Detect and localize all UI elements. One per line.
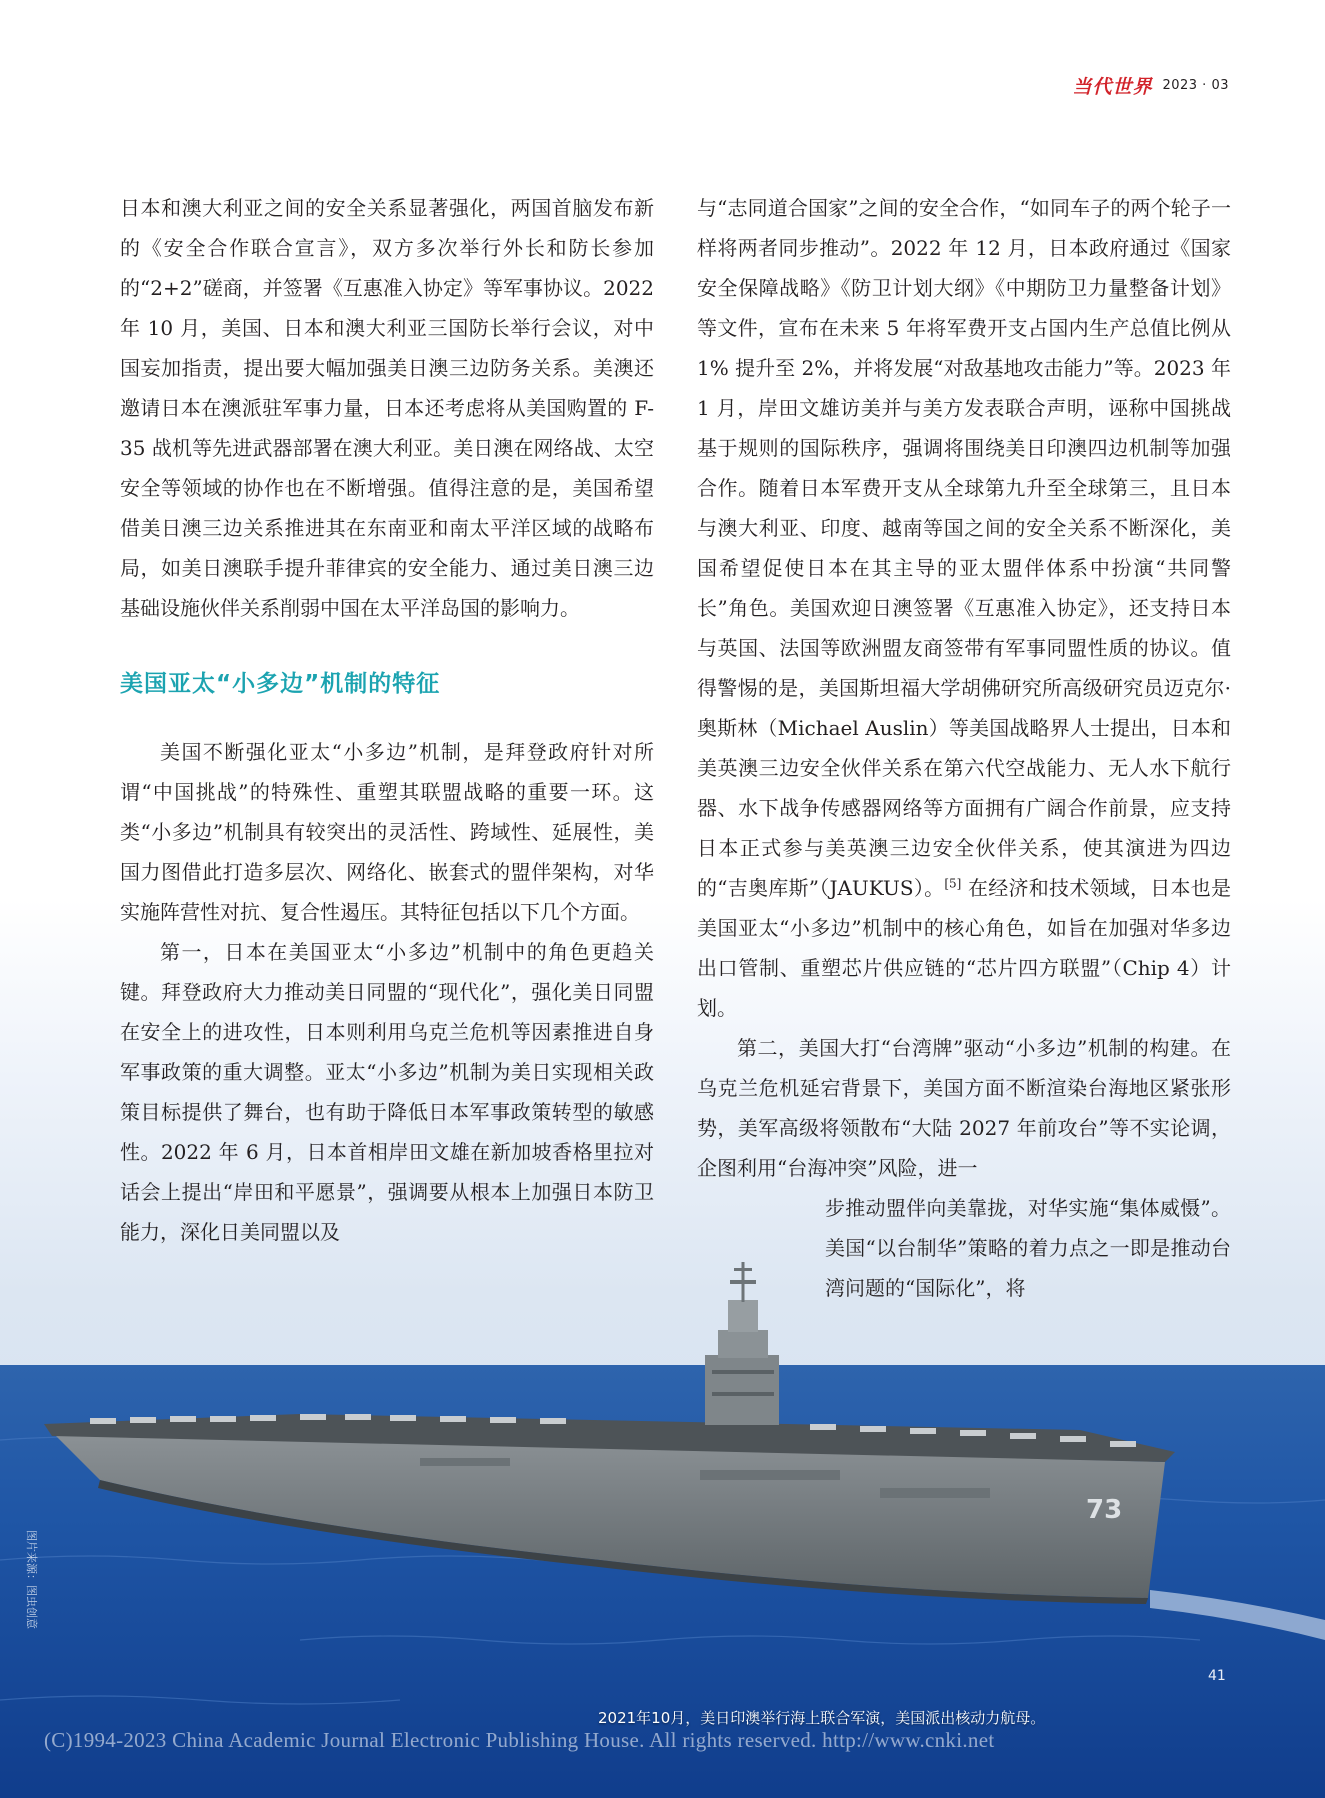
svg-text:73: 73 <box>1086 1495 1123 1525</box>
issue-number: 2023 · 03 <box>1162 78 1229 93</box>
right-column <box>697 188 1231 1308</box>
left-column <box>120 188 654 1252</box>
paragraph-japan-alliance-continued: 在经济和技术领域，日本也是美国亚太“小多边”机制中的核心角色，如旨在加强对华多边出口管制、重塑芯片供应链的“芯片四方联盟”（Chip 4）计划。 <box>697 876 1231 1020</box>
paragraph-taiwan-card-continued: 步推动盟伴向美靠拢，对华实施“集体威慑”。美国“以台制华”策略的着力点之一即是推动台湾问题的“国际化”，将 <box>825 1196 1231 1300</box>
paragraph-japan-role: 第一，日本在美国亚太“小多边”机制中的角色更趋关键。拜登政府大力推动美日同盟的“现代化”，强化美日同盟在安全上的进攻性，日本则利用乌克兰危机等因素推进自身军事政策的重大调整。亚太“小多边”机制为美日实现相关政策目标提供了舞台，也有助于降低日本军事政策转型的敏感性。2022 年 6 月，日本首相岸田文雄在新加坡香格里拉对话会上提出“岸田和平愿景”，强调要从根本上加强日本防卫能力，深化日美同盟以及 <box>120 940 654 1244</box>
paragraph-characteristics-intro: 美国不断强化亚太“小多边”机制，是拜登政府针对所谓“中国挑战”的特殊性、重塑其联盟战略的重要一环。这类“小多边”机制具有较突出的灵活性、跨域性、延展性，美国力图借此打造多层次、网络化、嵌套式的盟伴架构，对华实施阵营性对抗、复合性遏压。其特征包括以下几个方面。 <box>120 740 654 924</box>
section-heading: 美国亚太“小多边”机制的特征 <box>120 671 441 697</box>
copyright-notice: (C)1994-2023 China Academic Journal Electronic Publishing House. All rights reserved. http://www.cnki.net <box>44 1728 995 1752</box>
photo-credit: 图片来源：图虫创意 <box>25 1530 38 1629</box>
masthead <box>1072 72 1229 99</box>
page-number: 41 <box>1208 1668 1226 1684</box>
text-wrap-block <box>825 1188 1231 1308</box>
intro-paragraph: 日本和澳大利亚之间的安全关系显著强化，两国首脑发布新的《安全合作联合宣言》，双方多次举行外长和防长参加的“2+2”磋商，并签署《互惠准入协定》等军事协议。2022 年 10 月，美国、日本和澳大利亚三国防长举行会议，对中国妄加指责，提出要大幅加强美日澳三边防务关系。美澳还邀请日本在澳派驻军事力量，日本还考虑将从美国购置的 F-35 战机等先进武器部署在澳大利亚。美日澳在网络战、太空安全等领域的协作也在不断增强。值得注意的是，美国希望借美日澳三边关系推进其在东南亚和南太平洋区域的战略布局，如美日澳联手提升菲律宾的安全能力、通过美日澳三边基础设施伙伴关系削弱中国在太平洋岛国的影响力。 <box>120 196 654 620</box>
footnote-reference: [5] <box>944 876 962 891</box>
magazine-logo: 当代世界 <box>1072 76 1153 98</box>
paragraph-taiwan-card: 第二，美国大打“台湾牌”驱动“小多边”机制的构建。在乌克兰危机延宕背景下，美国方面不断渲染台海地区紧张形势，美军高级将领散布“大陆 2027 年前攻台”等不实论调，企图利用“台海冲突”风险，进一 <box>697 1036 1231 1180</box>
paragraph-japan-alliance-text: 与“志同道合国家”之间的安全合作，“如同车子的两个轮子一样将两者同步推动”。2022 年 12 月，日本政府通过《国家安全保障战略》《防卫计划大纲》《中期防卫力量整备计划》等文件，宣布在未来 5 年将军费开支占国内生产总值比例从 1% 提升至 2%，并将发展“对敌基地攻击能力”等。2023 年 1 月，岸田文雄访美并与美方发表联合声明，诬称中国挑战基于规则的国际秩序，强调将围绕美日印澳四边机制等加强合作。随着日本军费开支从全球第九升至全球第三，且日本与澳大利亚、印度、越南等国之间的安全关系不断深化，美国希望促使日本在其主导的亚太盟伴体系中扮演“共同警长”角色。美国欢迎日澳签署《互惠准入协定》，还支持日本与英国、法国等欧洲盟友商签带有军事同盟性质的协议。值得警惕的是，美国斯坦福大学胡佛研究所高级研究员迈克尔·奥斯林（Michael Auslin）等美国战略界人士提出，日本和美英澳三边安全伙伴关系在第六代空战能力、无人水下航行器、水下战争传感器网络等方面拥有广阔合作前景，应支持日本正式参与美英澳三边安全伙伴关系，使其演进为四边的“吉奥库斯”（JAUKUS）。 <box>697 196 1231 900</box>
paragraph-japan-alliance <box>697 188 1231 1028</box>
photo-caption: 2021年10月，美日印澳举行海上联合军演，美国派出核动力航母。 <box>598 1709 1046 1727</box>
